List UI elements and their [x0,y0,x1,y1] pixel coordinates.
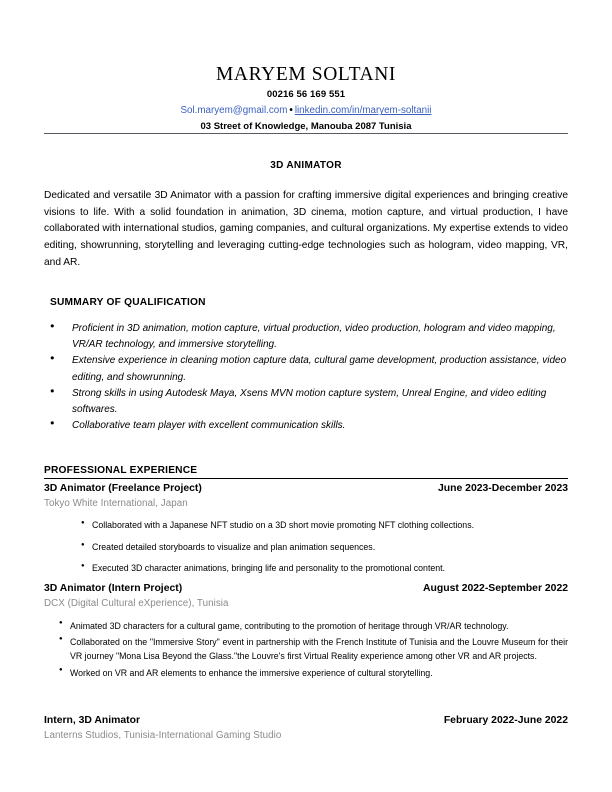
qualification-list [44,321,568,434]
experience-entry [44,483,568,575]
list-item: ● Created detailed storyboards to visualize and plan animation sequences. [44,541,568,554]
job-date-range: February 2022-June 2022 [443,714,568,726]
postal-address: 03 Street of Knowledge, Manouba 2087 Tunisia [200,121,412,133]
job-company: Tokyo White International, Japan [44,498,188,510]
list-item: ● Animated 3D characters for a cultural game, contributing to the promotion of heritage through VR/AR technology. [44,619,568,633]
link-separator: • [289,105,293,117]
list-item: ● Proficient in 3D animation, motion capture, virtual production, video production, hologram and video mapping, VR/AR technology, and immersive storytelling. [44,321,568,353]
experience-entry [44,583,568,680]
page-title: 3D ANIMATOR [270,160,342,172]
resume-header [0,0,612,132]
experience-bullet-list [44,619,568,680]
job-date-range: August 2022-September 2022 [423,582,568,594]
experience-entry [44,715,568,741]
linkedin-link[interactable]: linkedin.com/in/maryem-soltanii [294,105,432,117]
contact-links [0,105,612,116]
job-role: Intern, 3D Animator [44,714,141,726]
section-heading-qualification: SUMMARY OF QUALIFICATION [50,297,206,309]
list-item: ● Worked on VR and AR elements to enhance the immersive experience of cultural storytelling. [44,666,568,680]
candidate-name: MARYEM SOLTANI [215,64,396,85]
job-company: DCX (Digital Cultural eXperience), Tunisia [44,597,229,609]
experience-header-row [44,715,568,726]
job-date-range: June 2023-December 2023 [438,483,568,495]
job-role: 3D Animator (Freelance Project) [44,483,202,495]
phone-number: 00216 56 169 551 [266,89,346,101]
experience-bullet-list [44,519,568,575]
experience-header-row [44,583,568,594]
list-item: ● Extensive experience in cleaning motion capture data, cultural game development, production assistance, video editing, and showrunning. [44,353,568,385]
experience-header-row [44,483,568,494]
job-role: 3D Animator (Intern Project) [44,582,183,594]
list-item: ● Collaborative team player with excellent communication skills. [44,418,568,434]
list-item: ● Collaborated with a Japanese NFT studio on a 3D short movie promoting NFT clothing collections. [44,519,568,532]
list-item: ● Strong skills in using Autodesk Maya, Xsens MVN motion capture system, Unreal Engine, and video editing softwares. [44,386,568,418]
professional-summary: Dedicated and versatile 3D Animator with a passion for crafting immersive digital experiences and bringing creative visions to life. With a solid foundation in animation, 3D cinema, motion capture, and virtual production, I have collaborated with international studios, gaming companies, and cultural organizations. My expertise extends to video editing, showrunning, storytelling and leveraging cutting-edge technologies such as hologram, video mapping, VR, and AR. [44,190,568,268]
header-divider [44,133,568,134]
resume-body [0,188,612,740]
email-link[interactable]: Sol.maryem@gmail.com [180,105,288,117]
list-item: ● Executed 3D character animations, bringing life and personality to the promotional content. [44,562,568,575]
job-company: Lanterns Studios, Tunisia-International Gaming Studio [44,729,282,741]
section-heading-experience: PROFESSIONAL EXPERIENCE [44,465,568,479]
list-item: ● Collaborated on the "Immersive Story" event in partnership with the French Institute of Tunisia and the Louvre Museum for their VR journey "Mona Lisa Beyond the Glass."the Louvre's first Virtual Reality experience among other VR and AR projects. [44,635,568,664]
